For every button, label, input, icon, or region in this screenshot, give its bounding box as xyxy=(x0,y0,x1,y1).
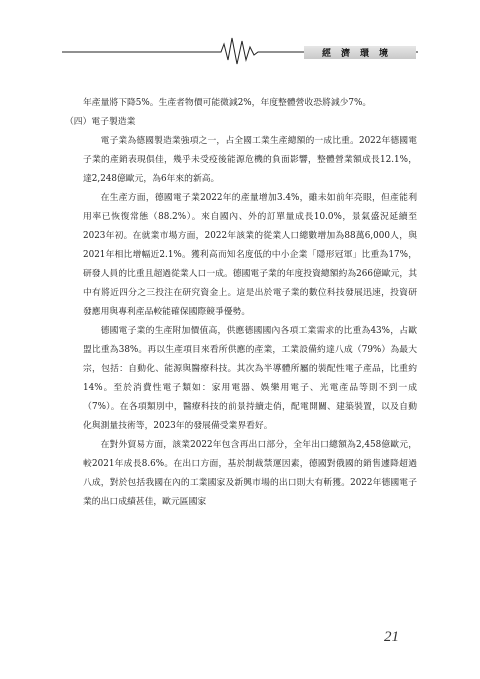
section-label-badge: 經濟環境 xyxy=(304,46,416,59)
paragraph: 德國電子業的生產附加價值高，供應德國國內各項工業需求的比重為43%，占歐盟比重為38%。再以生產項目來看所供應的產業，工業設備約達八成（79%）為最大宗，包括：自動化、能源與醫療科技。其次為半導體所屬的裝配性電子產品，比重約14%。至於消費性電子類如：家用電器、娛樂用電子、光電產品等則不到一成（7%）。在各項類別中，醫療科技的前景持續走俏，配電開關、建築裝置，以及自動化與測量技術等，2023年的發展備受業界看好。 xyxy=(83,326,417,431)
section-heading: （四）電子製造業 xyxy=(65,117,136,127)
paragraph: 在對外貿易方面，該業2022年包含再出口部分，全年出口總額為2,458億歐元，較2021年成長8.6%。在出口方面，基於制裁禁運因素，德國對俄國的銷售遽降超過八成，對於包括我國在內的工業國家及新興市場的出口則大有斬獲。2022年德國電子業的出口成績甚佳，歐元區國家 xyxy=(83,440,417,507)
page-header xyxy=(0,0,480,70)
ecg-header-line-icon xyxy=(0,0,480,70)
paragraph: 電子業為德國製造業強項之一，占全國工業生產總額的一成比重。2022年德國電子業的產銷表現俱佳，幾乎未受疫後能源危機的負面影響，整體營業額成長12.1%，達2,248億歐元，為6年來的新高。 xyxy=(83,136,417,184)
page-body xyxy=(65,94,417,512)
paragraph-continued: 年產量將下降5%。生產者物價可能微減2%，年度整體營收恐將減少7%。 xyxy=(83,98,372,108)
paragraph: 在生產方面，德國電子業2022年的產量增加3.4%，雖未如前年亮眼，但產能利用率已恢復常態（88.2%）。來自國內、外的訂單量成長10.0%，景氣盛況延續至2023年初。在就業市場方面，2022年該業的從業人口總數增加為88萬6,000人，與2021年相比增幅近2.1%。獲利高而知名度低的中小企業「隱形冠軍」比重為17%，研發人員的比重且超過從業人口一成。德國電子業的年度投資總額約為266億歐元，其中有將近四分之三投注在研究資金上。這是出於電子業的數位科技發展迅速，投資研發應用與專利產品較能確保國際競爭優勢。 xyxy=(83,193,417,317)
page-number: 21 xyxy=(384,629,399,645)
